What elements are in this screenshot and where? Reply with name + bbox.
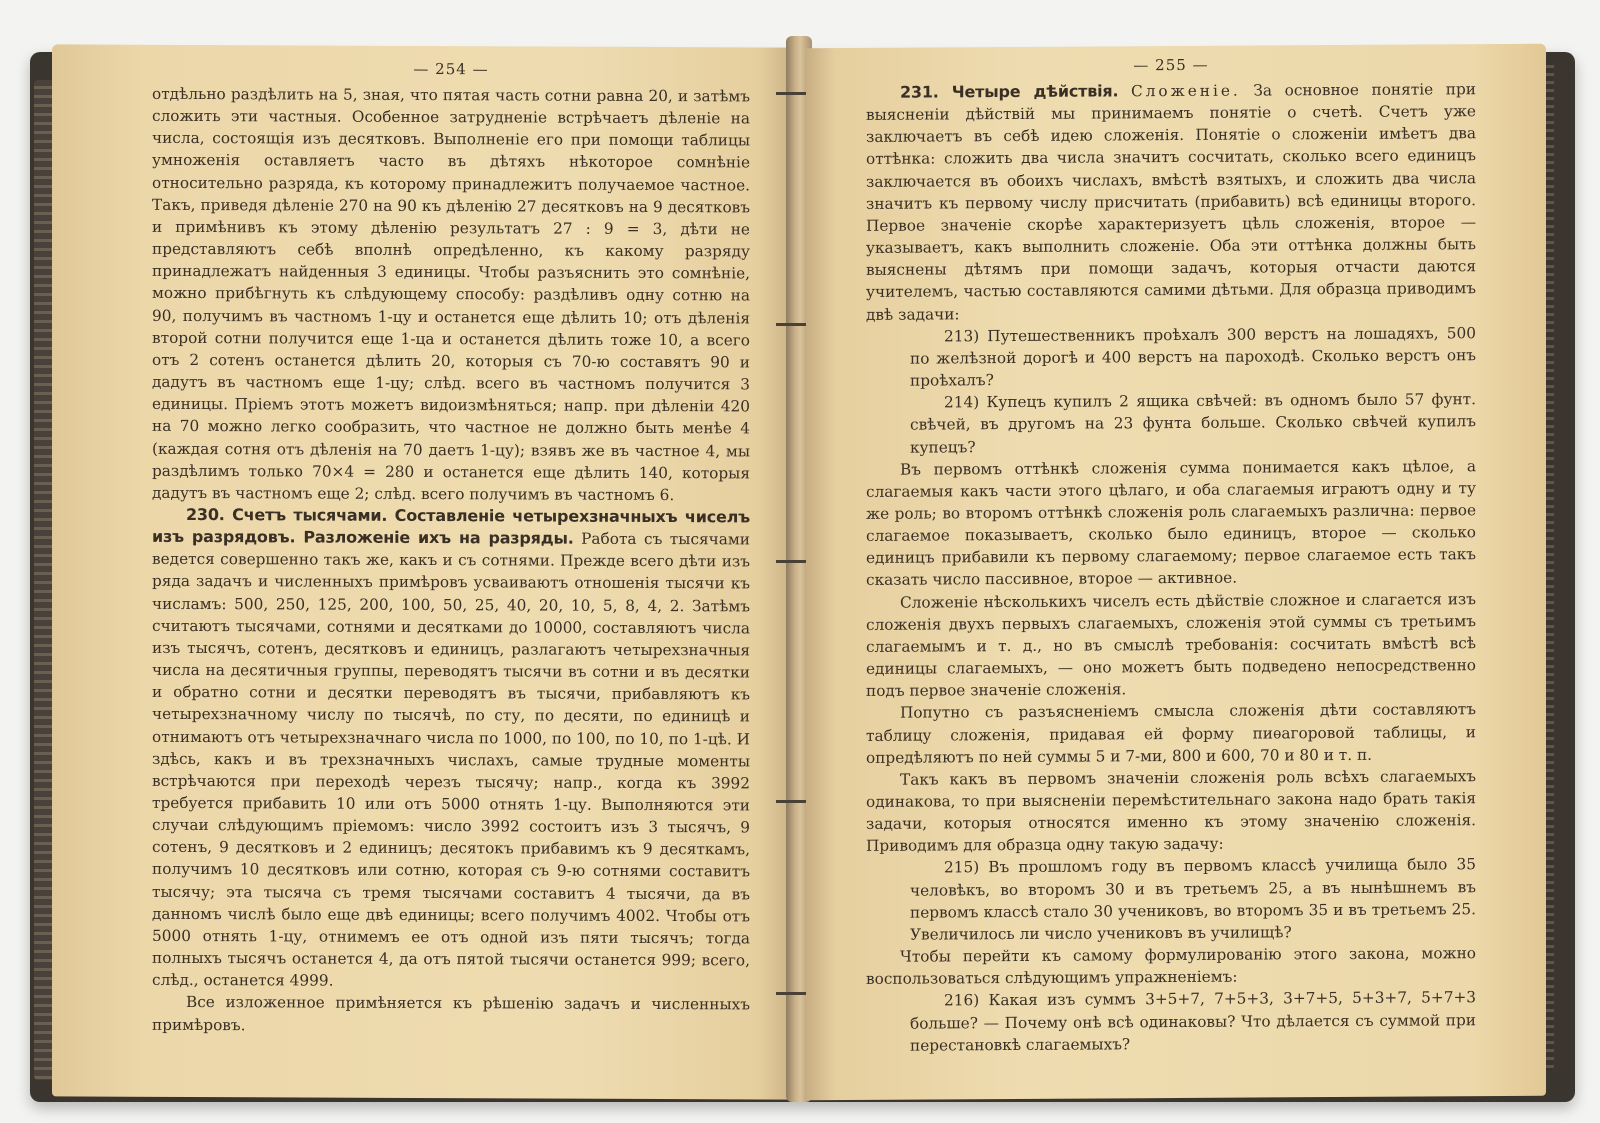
- section-230-text: Работа съ тысячами ведется совершенно такъ же, какъ и съ сотнями. Прежде всего дѣти изъ ряда задачъ и численныхъ примѣровъ усваиваютъ отношенія тысячи къ числамъ: 500, 250, 125, 200, 100, 50, 25, 40, 20, 10, 5, 8, 4, 2. Затѣмъ считаютъ тысячами, сотнями и десятками до 10000, составляютъ числа изъ тысячъ, сотенъ, десятковъ и единицъ, разлагаютъ четырехзначныя числа на десятичныя группы, переводятъ тысячи въ сотни и въ десятки и обратно сотни и десятки переводятъ въ тысячи, прибавляютъ къ четырехзначному числу по тысячѣ, по сту, по десяти, по единицѣ и отнимаютъ отъ четырехзначнаго числа по 1000, по 100, по 10, по 1-цѣ. И здѣсь, какъ и въ трехзначныхъ числахъ, самые трудные моменты встрѣчаются при переходѣ черезъ тысячу; напр., когда къ 3992 требуется прибавить 10 или отъ 5000 отнять 1-цу. Выполняются эти случаи слѣдующимъ пріемомъ: число 3992 состоитъ изъ 3 тысячъ, 9 сотенъ, 9 десятковъ и 2 единицъ; десятокъ прибавимъ къ 9 десяткамъ, получимъ 10 десятковъ или сотню, которая съ 9-ю сотнями составитъ тысячу; эта тысяча съ тремя тысячами составитъ 4 тысячи, да въ данномъ числѣ было еще двѣ единицы; всего получимъ 4002. Чтобы отъ 5000 отнять 1-цу, отнимемъ ее отъ одной изъ пяти тысячъ; тогда полныхъ тысячъ останется 4, да отъ пятой тысячи останется 999; всего, слѣд., останется 4999.: [152, 529, 750, 990]
- paragraph-first-nuance: Въ первомъ оттѣнкѣ сложенія сумма понимается какъ цѣлое, а слагаемыя какъ части этого цѣлаго, и оба слагаемыя играютъ одну и ту же роль; во второмъ оттѣнкѣ сложенія роль слагаемыхъ различна: первое слагаемое показываетъ, сколько было единицъ, второе — сколько единицъ прибавили къ первому слагаемому; первое слагаемое есть такъ сказать число пассивное, второе — активное.: [866, 456, 1476, 590]
- section-231: [866, 78, 1476, 325]
- page-edges-left: [34, 80, 54, 1080]
- left-page: [52, 44, 794, 1099]
- problem-215: 215) Въ прошломъ году въ первомъ классѣ училища было 35 человѣкъ, во второмъ 30 и въ третьемъ 25, а въ нынѣшнемъ въ первомъ классѣ стало 30 учениковъ, во второмъ 35 и въ третьемъ 25. Увеличилось ли число учениковъ въ училищѣ?: [910, 855, 1476, 944]
- problem-216: 216) Какая изъ суммъ 3+5+7, 7+5+3, 3+7+5, 5+3+7, 5+7+3 больше? — Почему онѣ всѣ одинаковы? Что дѣлается съ суммой при перестановкѣ слагаемыхъ?: [910, 988, 1476, 1055]
- page-number-left: — 254 —: [413, 59, 489, 79]
- problem-214: 214) Купецъ купилъ 2 ящика свѣчей: въ одномъ было 57 фунт. свѣчей, въ другомъ на 23 фунта больше. Сколько свѣчей купилъ купецъ?: [910, 390, 1476, 457]
- section-231-heading: 231. Четыре дѣйствія.: [900, 81, 1119, 102]
- paragraph-commutative-law: Такъ какъ въ первомъ значеніи сложенія роль всѣхъ слагаемыхъ одинакова, то при выясненіи перемѣстительнаго закона надо брать такія задачи, которыя относятся именно къ этому значенію сложенія. Приводимъ для образца одну такую задачу:: [866, 767, 1476, 856]
- paragraph-exercise-intro: Чтобы перейти къ самому формулированію этого закона, можно воспользоваться слѣдующимъ упражненіемъ:: [866, 944, 1476, 989]
- right-page-body: [866, 78, 1476, 1057]
- section-230: [152, 504, 750, 994]
- right-page: [806, 44, 1546, 1101]
- page-number-right: — 255 —: [1133, 55, 1209, 75]
- section-230-closing: Все изложенное примѣняется къ рѣшенію задачъ и численныхъ примѣровъ.: [152, 993, 750, 1034]
- section-231-subheading: Сложеніе.: [1131, 81, 1241, 101]
- section-231-text: За основное понятіе при выясненіи дѣйствій мы принимаемъ понятіе о счетѣ. Счетъ уже заключаетъ въ себѣ идею сложенія. Понятіе о сложеніи имѣетъ два оттѣнка: сложить два числа значитъ сосчитать, сколько всего единицъ заключается въ обоихъ числахъ, вмѣстѣ взятыхъ, и сложить два числа значитъ къ первому числу присчитать (прибавить) всѣ единицы второго. Первое значеніе скорѣе характеризуетъ цѣль сложенія, второе — указываетъ, какъ выполнить сложеніе. Оба эти оттѣнка должны быть выяснены дѣтямъ при помощи задачъ, которыя отчасти даются учителемъ, частью составляются самими дѣтьми. Для образца приводимъ двѣ задачи:: [866, 80, 1476, 324]
- paragraph-division: отдѣльно раздѣлить на 5, зная, что пятая часть сотни равна 20, и затѣмъ сложить эти частныя. Особенное затрудненіе встрѣчаетъ дѣленіе на числа, состоящія изъ десятковъ. Выполненіе его при помощи таблицы умноженія оставляетъ часто въ дѣтяхъ нѣкоторое сомнѣніе относительно разряда, къ которому принадлежитъ получаемое частное. Такъ, приведя дѣленіе 270 на 90 къ дѣленію 27 десятковъ на 9 десятковъ и примѣнивъ къ этому дѣленію результатъ 27 : 9 = 3, дѣти не представляютъ себѣ вполнѣ опредѣленно, къ какому разряду принадлежатъ найденныя 3 единицы. Чтобы разъяснить это сомнѣніе, можно прибѣгнуть къ слѣдующему способу: раздѣливъ одну сотню на 90, получимъ въ частномъ 1-цу и останется еще дѣлить 10; отъ дѣленія второй сотни получится еще 1-ца и останется дѣлить тоже 10, а всего отъ 2 сотенъ останется дѣлить 20, которыя съ 70-ю составятъ 90 и дадутъ въ частномъ еще 1-цу; слѣд. всего въ частномъ получится 3 единицы. Пріемъ этотъ можетъ видоизмѣняться; напр. при дѣленіи 420 на 70 можно легко сообразить, что частное не должно быть менѣе 4 (каждая сотня отъ дѣленія на 70 даетъ 1-цу); взявъ же въ частное 4, мы раздѣлимъ только 70×4 = 280 и останется еще дѣлить 140, которыя дадутъ въ частномъ еще 2; слѣд. всего получимъ въ частномъ 6.: [152, 84, 750, 504]
- paragraph-addition-table: Попутно съ разъясненіемъ смысла сложенія дѣти составляютъ таблицу сложенія, придавая ей форму пиѳагоровой таблицы, и опредѣляютъ по ней суммы 5 и 7-ми, 800 и 600, 70 и 80 и т. п.: [866, 700, 1476, 767]
- left-page-body: [152, 83, 750, 1038]
- problem-213: 213) Путешественникъ проѣхалъ 300 верстъ на лошадяхъ, 500 по желѣзной дорогѣ и 400 верстъ на пароходѣ. Сколько верстъ онъ проѣхалъ?: [910, 323, 1476, 390]
- section-230-heading: 230. Счетъ тысячами. Составленіе четырехзначныхъ чиселъ изъ разрядовъ. Разложеніе ихъ на разряды.: [152, 504, 750, 548]
- paragraph-multiple-addends: Сложеніе нѣсколькихъ чиселъ есть дѣйствіе сложное и слагается изъ сложенія двухъ первыхъ слагаемыхъ, сложенія этой суммы съ третьимъ слагаемымъ и т. д., но въ смыслѣ требованія: сосчитать вмѣстѣ всѣ единицы слагаемыхъ, — оно можетъ быть подведено непосредственно подъ первое значеніе сложенія.: [866, 589, 1476, 701]
